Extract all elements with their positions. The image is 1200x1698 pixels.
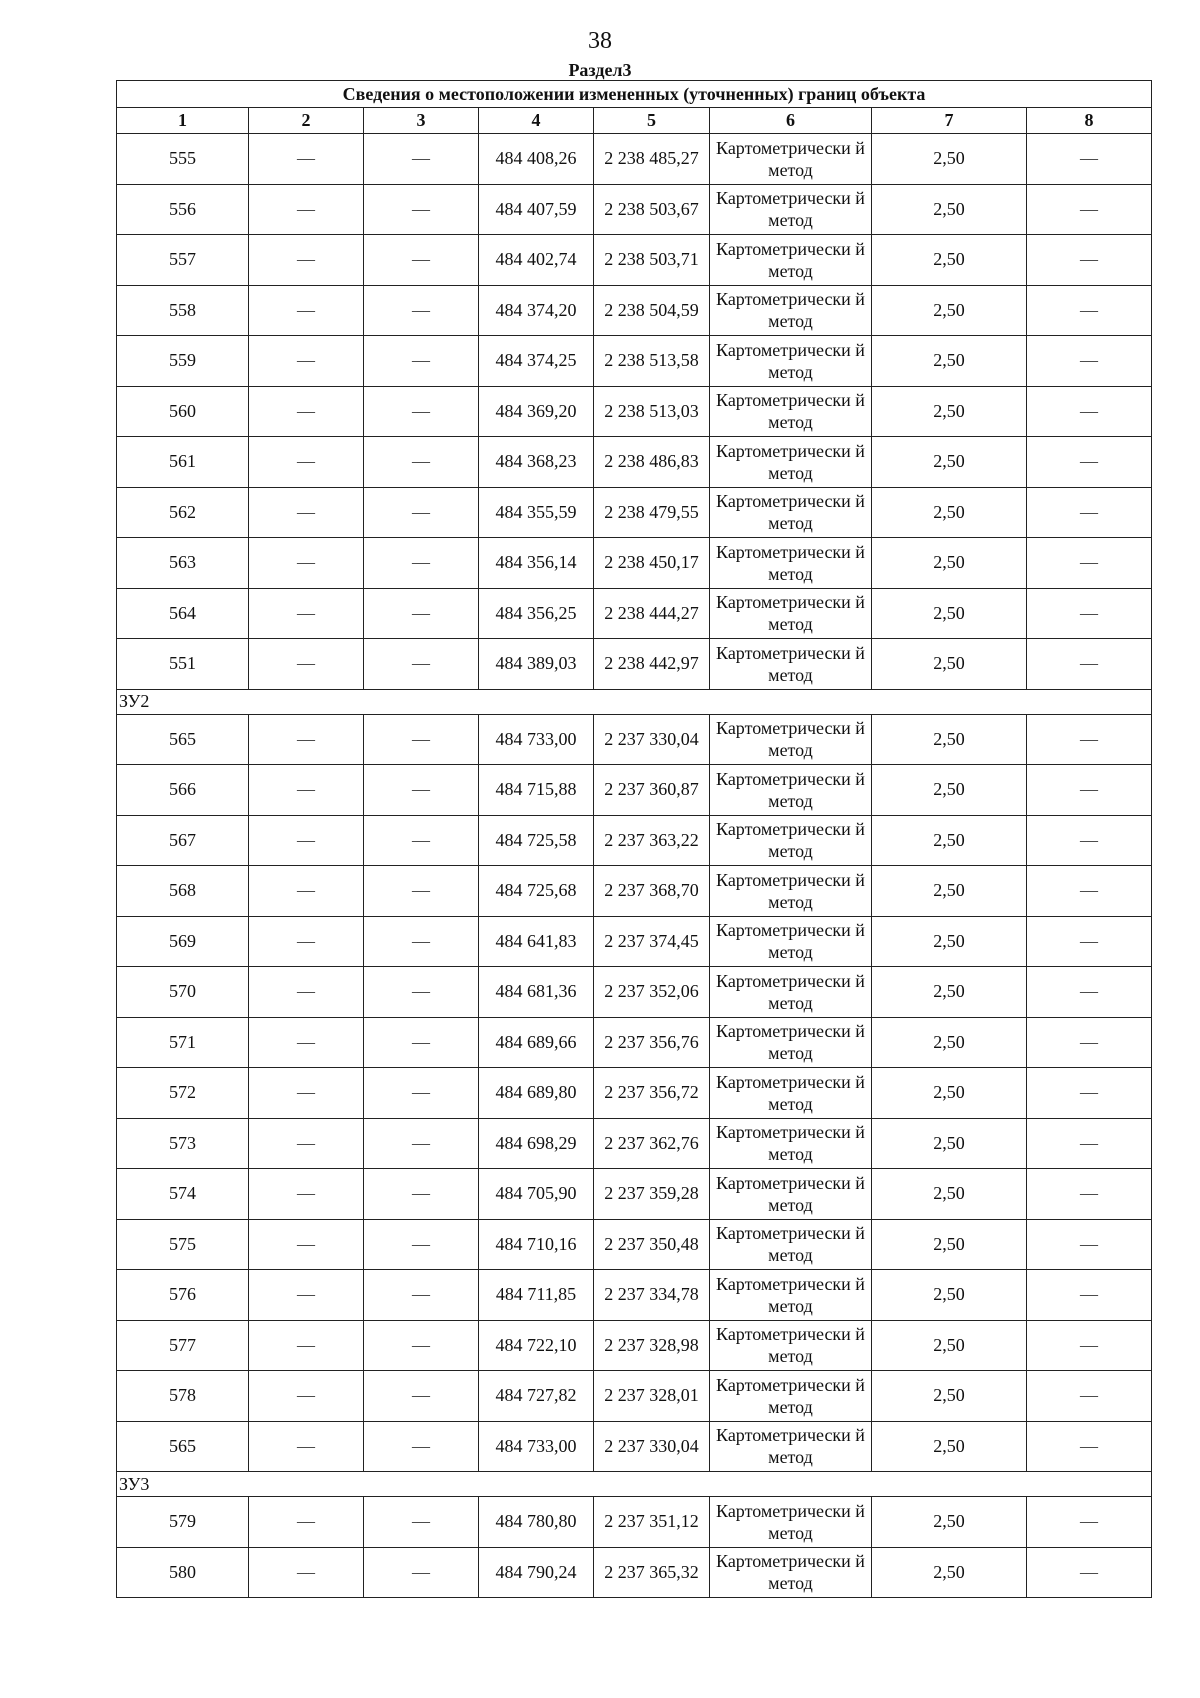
- column-2-cell: —: [249, 487, 364, 538]
- accuracy-cell: 2,50: [872, 235, 1027, 286]
- column-3-cell: —: [364, 1421, 479, 1472]
- method-cell: Картометрически й метод: [710, 1320, 872, 1371]
- method-cell: Картометрически й метод: [710, 1270, 872, 1321]
- column-8-cell: —: [1027, 1320, 1152, 1371]
- table-caption: Сведения о местоположении измененных (уточненных) границ объекта: [117, 81, 1152, 108]
- accuracy-cell: 2,50: [872, 1371, 1027, 1422]
- x-coordinate-cell: 484 402,74: [479, 235, 594, 286]
- method-cell: Картометрически й метод: [710, 1068, 872, 1119]
- accuracy-cell: 2,50: [872, 437, 1027, 488]
- point-number-cell: 562: [117, 487, 249, 538]
- column-3-cell: —: [364, 1017, 479, 1068]
- x-coordinate-cell: 484 705,90: [479, 1169, 594, 1220]
- y-coordinate-cell: 2 237 352,06: [594, 967, 710, 1018]
- point-number-cell: 565: [117, 714, 249, 765]
- y-coordinate-cell: 2 237 356,72: [594, 1068, 710, 1119]
- column-2-cell: —: [249, 386, 364, 437]
- column-8-cell: —: [1027, 487, 1152, 538]
- method-cell: Картометрически й метод: [710, 1371, 872, 1422]
- column-3-cell: —: [364, 815, 479, 866]
- column-8-cell: —: [1027, 538, 1152, 589]
- column-2-cell: —: [249, 336, 364, 387]
- group-header-row: [117, 1472, 1152, 1497]
- table-row: [117, 538, 1152, 589]
- y-coordinate-cell: 2 237 334,78: [594, 1270, 710, 1321]
- group-header-row: [117, 689, 1152, 714]
- column-number: 5: [594, 108, 710, 134]
- column-8-cell: —: [1027, 386, 1152, 437]
- column-2-cell: —: [249, 285, 364, 336]
- accuracy-cell: 2,50: [872, 1320, 1027, 1371]
- column-2-cell: —: [249, 1169, 364, 1220]
- column-8-cell: —: [1027, 134, 1152, 185]
- column-8-cell: —: [1027, 588, 1152, 639]
- column-2-cell: —: [249, 1017, 364, 1068]
- column-8-cell: —: [1027, 815, 1152, 866]
- column-2-cell: —: [249, 1497, 364, 1548]
- y-coordinate-cell: 2 238 513,58: [594, 336, 710, 387]
- table-row: [117, 866, 1152, 917]
- column-2-cell: —: [249, 866, 364, 917]
- point-number-cell: 578: [117, 1371, 249, 1422]
- accuracy-cell: 2,50: [872, 134, 1027, 185]
- method-cell: Картометрически й метод: [710, 285, 872, 336]
- column-3-cell: —: [364, 386, 479, 437]
- x-coordinate-cell: 484 715,88: [479, 765, 594, 816]
- column-2-cell: —: [249, 815, 364, 866]
- y-coordinate-cell: 2 237 351,12: [594, 1497, 710, 1548]
- column-2-cell: —: [249, 765, 364, 816]
- table-row: [117, 1421, 1152, 1472]
- column-2-cell: —: [249, 1320, 364, 1371]
- column-3-cell: —: [364, 866, 479, 917]
- column-3-cell: —: [364, 1169, 479, 1220]
- y-coordinate-cell: 2 237 363,22: [594, 815, 710, 866]
- column-8-cell: —: [1027, 285, 1152, 336]
- accuracy-cell: 2,50: [872, 1421, 1027, 1472]
- accuracy-cell: 2,50: [872, 866, 1027, 917]
- table-row: [117, 967, 1152, 1018]
- point-number-cell: 551: [117, 639, 249, 690]
- x-coordinate-cell: 484 711,85: [479, 1270, 594, 1321]
- point-number-cell: 580: [117, 1547, 249, 1598]
- x-coordinate-cell: 484 725,58: [479, 815, 594, 866]
- point-number-cell: 558: [117, 285, 249, 336]
- column-number: 1: [117, 108, 249, 134]
- y-coordinate-cell: 2 237 350,48: [594, 1219, 710, 1270]
- x-coordinate-cell: 484 780,80: [479, 1497, 594, 1548]
- column-2-cell: —: [249, 639, 364, 690]
- column-number: 8: [1027, 108, 1152, 134]
- y-coordinate-cell: 2 238 486,83: [594, 437, 710, 488]
- accuracy-cell: 2,50: [872, 815, 1027, 866]
- column-8-cell: —: [1027, 765, 1152, 816]
- column-2-cell: —: [249, 714, 364, 765]
- column-2-cell: —: [249, 1219, 364, 1270]
- column-3-cell: —: [364, 285, 479, 336]
- y-coordinate-cell: 2 237 330,04: [594, 1421, 710, 1472]
- point-number-cell: 557: [117, 235, 249, 286]
- x-coordinate-cell: 484 681,36: [479, 967, 594, 1018]
- y-coordinate-cell: 2 237 368,70: [594, 866, 710, 917]
- column-3-cell: —: [364, 1320, 479, 1371]
- column-number: 4: [479, 108, 594, 134]
- table-row: [117, 1219, 1152, 1270]
- point-number-cell: 565: [117, 1421, 249, 1472]
- y-coordinate-cell: 2 237 330,04: [594, 714, 710, 765]
- accuracy-cell: 2,50: [872, 538, 1027, 589]
- column-number: 2: [249, 108, 364, 134]
- page-number: 38: [588, 28, 612, 54]
- y-coordinate-cell: 2 237 374,45: [594, 916, 710, 967]
- column-2-cell: —: [249, 538, 364, 589]
- method-cell: Картометрически й метод: [710, 134, 872, 185]
- column-3-cell: —: [364, 1371, 479, 1422]
- point-number-cell: 574: [117, 1169, 249, 1220]
- column-2-cell: —: [249, 1270, 364, 1321]
- x-coordinate-cell: 484 355,59: [479, 487, 594, 538]
- group-label: ЗУ2: [117, 689, 1152, 714]
- column-2-cell: —: [249, 235, 364, 286]
- x-coordinate-cell: 484 710,16: [479, 1219, 594, 1270]
- method-cell: Картометрически й метод: [710, 336, 872, 387]
- column-3-cell: —: [364, 1497, 479, 1548]
- y-coordinate-cell: 2 238 442,97: [594, 639, 710, 690]
- column-number: 7: [872, 108, 1027, 134]
- column-8-cell: —: [1027, 1118, 1152, 1169]
- method-cell: Картометрически й метод: [710, 1421, 872, 1472]
- column-2-cell: —: [249, 1118, 364, 1169]
- column-2-cell: —: [249, 1371, 364, 1422]
- point-number-cell: 564: [117, 588, 249, 639]
- point-number-cell: 575: [117, 1219, 249, 1270]
- y-coordinate-cell: 2 237 360,87: [594, 765, 710, 816]
- y-coordinate-cell: 2 237 362,76: [594, 1118, 710, 1169]
- accuracy-cell: 2,50: [872, 967, 1027, 1018]
- method-cell: Картометрически й метод: [710, 1497, 872, 1548]
- method-cell: Картометрически й метод: [710, 386, 872, 437]
- point-number-cell: 556: [117, 184, 249, 235]
- column-8-cell: —: [1027, 1219, 1152, 1270]
- column-8-cell: —: [1027, 1068, 1152, 1119]
- method-cell: Картометрически й метод: [710, 967, 872, 1018]
- table-row: [117, 1497, 1152, 1548]
- table-row: [117, 1320, 1152, 1371]
- method-cell: Картометрически й метод: [710, 639, 872, 690]
- x-coordinate-cell: 484 374,20: [479, 285, 594, 336]
- x-coordinate-cell: 484 689,66: [479, 1017, 594, 1068]
- column-number-row: [117, 108, 1152, 134]
- column-3-cell: —: [364, 588, 479, 639]
- x-coordinate-cell: 484 727,82: [479, 1371, 594, 1422]
- x-coordinate-cell: 484 356,25: [479, 588, 594, 639]
- x-coordinate-cell: 484 368,23: [479, 437, 594, 488]
- point-number-cell: 569: [117, 916, 249, 967]
- point-number-cell: 577: [117, 1320, 249, 1371]
- column-8-cell: —: [1027, 184, 1152, 235]
- table-row: [117, 1017, 1152, 1068]
- column-2-cell: —: [249, 1421, 364, 1472]
- column-3-cell: —: [364, 437, 479, 488]
- accuracy-cell: 2,50: [872, 714, 1027, 765]
- column-3-cell: —: [364, 1118, 479, 1169]
- accuracy-cell: 2,50: [872, 1017, 1027, 1068]
- column-3-cell: —: [364, 336, 479, 387]
- column-2-cell: —: [249, 184, 364, 235]
- y-coordinate-cell: 2 238 450,17: [594, 538, 710, 589]
- table-row: [117, 1547, 1152, 1598]
- table-row: [117, 285, 1152, 336]
- point-number-cell: 576: [117, 1270, 249, 1321]
- accuracy-cell: 2,50: [872, 487, 1027, 538]
- column-8-cell: —: [1027, 967, 1152, 1018]
- table-row: [117, 386, 1152, 437]
- column-8-cell: —: [1027, 235, 1152, 286]
- column-3-cell: —: [364, 538, 479, 589]
- method-cell: Картометрически й метод: [710, 235, 872, 286]
- column-3-cell: —: [364, 235, 479, 286]
- accuracy-cell: 2,50: [872, 1547, 1027, 1598]
- column-2-cell: —: [249, 1068, 364, 1119]
- boundary-table: [116, 80, 1152, 1598]
- point-number-cell: 566: [117, 765, 249, 816]
- column-8-cell: —: [1027, 866, 1152, 917]
- x-coordinate-cell: 484 369,20: [479, 386, 594, 437]
- group-label: ЗУ3: [117, 1472, 1152, 1497]
- method-cell: Картометрически й метод: [710, 588, 872, 639]
- method-cell: Картометрически й метод: [710, 866, 872, 917]
- accuracy-cell: 2,50: [872, 1219, 1027, 1270]
- column-3-cell: —: [364, 967, 479, 1018]
- column-3-cell: —: [364, 1547, 479, 1598]
- accuracy-cell: 2,50: [872, 639, 1027, 690]
- method-cell: Картометрически й метод: [710, 1547, 872, 1598]
- table-row: [117, 336, 1152, 387]
- y-coordinate-cell: 2 238 503,71: [594, 235, 710, 286]
- method-cell: Картометрически й метод: [710, 815, 872, 866]
- column-number: 6: [710, 108, 872, 134]
- column-2-cell: —: [249, 134, 364, 185]
- column-3-cell: —: [364, 916, 479, 967]
- column-3-cell: —: [364, 1068, 479, 1119]
- accuracy-cell: 2,50: [872, 336, 1027, 387]
- column-2-cell: —: [249, 1547, 364, 1598]
- column-3-cell: —: [364, 487, 479, 538]
- column-8-cell: —: [1027, 1017, 1152, 1068]
- point-number-cell: 560: [117, 386, 249, 437]
- column-3-cell: —: [364, 134, 479, 185]
- table-body: [117, 134, 1152, 1598]
- y-coordinate-cell: 2 237 356,76: [594, 1017, 710, 1068]
- accuracy-cell: 2,50: [872, 1068, 1027, 1119]
- column-3-cell: —: [364, 639, 479, 690]
- column-3-cell: —: [364, 1270, 479, 1321]
- x-coordinate-cell: 484 733,00: [479, 1421, 594, 1472]
- y-coordinate-cell: 2 237 328,01: [594, 1371, 710, 1422]
- x-coordinate-cell: 484 641,83: [479, 916, 594, 967]
- point-number-cell: 579: [117, 1497, 249, 1548]
- column-8-cell: —: [1027, 1169, 1152, 1220]
- method-cell: Картометрически й метод: [710, 1017, 872, 1068]
- point-number-cell: 567: [117, 815, 249, 866]
- table-row: [117, 487, 1152, 538]
- table-row: [117, 134, 1152, 185]
- table-row: [117, 1371, 1152, 1422]
- accuracy-cell: 2,50: [872, 285, 1027, 336]
- table-row: [117, 1169, 1152, 1220]
- table-row: [117, 714, 1152, 765]
- point-number-cell: 555: [117, 134, 249, 185]
- y-coordinate-cell: 2 238 444,27: [594, 588, 710, 639]
- point-number-cell: 570: [117, 967, 249, 1018]
- column-3-cell: —: [364, 765, 479, 816]
- column-8-cell: —: [1027, 1497, 1152, 1548]
- x-coordinate-cell: 484 689,80: [479, 1068, 594, 1119]
- x-coordinate-cell: 484 407,59: [479, 184, 594, 235]
- point-number-cell: 563: [117, 538, 249, 589]
- column-8-cell: —: [1027, 916, 1152, 967]
- column-2-cell: —: [249, 967, 364, 1018]
- table-row: [117, 639, 1152, 690]
- method-cell: Картометрически й метод: [710, 1219, 872, 1270]
- y-coordinate-cell: 2 237 359,28: [594, 1169, 710, 1220]
- column-8-cell: —: [1027, 639, 1152, 690]
- x-coordinate-cell: 484 389,03: [479, 639, 594, 690]
- point-number-cell: 573: [117, 1118, 249, 1169]
- table-row: [117, 815, 1152, 866]
- x-coordinate-cell: 484 733,00: [479, 714, 594, 765]
- column-8-cell: —: [1027, 714, 1152, 765]
- column-3-cell: —: [364, 184, 479, 235]
- column-3-cell: —: [364, 1219, 479, 1270]
- point-number-cell: 561: [117, 437, 249, 488]
- x-coordinate-cell: 484 698,29: [479, 1118, 594, 1169]
- accuracy-cell: 2,50: [872, 1270, 1027, 1321]
- y-coordinate-cell: 2 238 513,03: [594, 386, 710, 437]
- column-2-cell: —: [249, 437, 364, 488]
- y-coordinate-cell: 2 238 479,55: [594, 487, 710, 538]
- method-cell: Картометрически й метод: [710, 765, 872, 816]
- column-8-cell: —: [1027, 437, 1152, 488]
- x-coordinate-cell: 484 408,26: [479, 134, 594, 185]
- method-cell: Картометрически й метод: [710, 538, 872, 589]
- table-row: [117, 916, 1152, 967]
- method-cell: Картометрически й метод: [710, 714, 872, 765]
- accuracy-cell: 2,50: [872, 916, 1027, 967]
- method-cell: Картометрически й метод: [710, 184, 872, 235]
- accuracy-cell: 2,50: [872, 1497, 1027, 1548]
- table-row: [117, 1118, 1152, 1169]
- point-number-cell: 571: [117, 1017, 249, 1068]
- x-coordinate-cell: 484 356,14: [479, 538, 594, 589]
- x-coordinate-cell: 484 725,68: [479, 866, 594, 917]
- column-2-cell: —: [249, 588, 364, 639]
- method-cell: Картометрически й метод: [710, 1169, 872, 1220]
- section-title: Раздел3: [568, 60, 632, 80]
- method-cell: Картометрически й метод: [710, 916, 872, 967]
- table-row: [117, 184, 1152, 235]
- x-coordinate-cell: 484 374,25: [479, 336, 594, 387]
- method-cell: Картометрически й метод: [710, 437, 872, 488]
- table-row: [117, 588, 1152, 639]
- accuracy-cell: 2,50: [872, 386, 1027, 437]
- column-8-cell: —: [1027, 1421, 1152, 1472]
- column-8-cell: —: [1027, 1270, 1152, 1321]
- point-number-cell: 568: [117, 866, 249, 917]
- y-coordinate-cell: 2 238 503,67: [594, 184, 710, 235]
- table-row: [117, 1270, 1152, 1321]
- y-coordinate-cell: 2 238 504,59: [594, 285, 710, 336]
- column-3-cell: —: [364, 714, 479, 765]
- table-row: [117, 1068, 1152, 1119]
- x-coordinate-cell: 484 790,24: [479, 1547, 594, 1598]
- table-row: [117, 437, 1152, 488]
- accuracy-cell: 2,50: [872, 765, 1027, 816]
- column-8-cell: —: [1027, 1547, 1152, 1598]
- method-cell: Картометрически й метод: [710, 487, 872, 538]
- method-cell: Картометрически й метод: [710, 1118, 872, 1169]
- accuracy-cell: 2,50: [872, 184, 1027, 235]
- table-row: [117, 235, 1152, 286]
- accuracy-cell: 2,50: [872, 1118, 1027, 1169]
- column-8-cell: —: [1027, 1371, 1152, 1422]
- table-row: [117, 765, 1152, 816]
- accuracy-cell: 2,50: [872, 588, 1027, 639]
- point-number-cell: 559: [117, 336, 249, 387]
- column-2-cell: —: [249, 916, 364, 967]
- y-coordinate-cell: 2 237 328,98: [594, 1320, 710, 1371]
- x-coordinate-cell: 484 722,10: [479, 1320, 594, 1371]
- column-number: 3: [364, 108, 479, 134]
- accuracy-cell: 2,50: [872, 1169, 1027, 1220]
- y-coordinate-cell: 2 237 365,32: [594, 1547, 710, 1598]
- column-8-cell: —: [1027, 336, 1152, 387]
- y-coordinate-cell: 2 238 485,27: [594, 134, 710, 185]
- point-number-cell: 572: [117, 1068, 249, 1119]
